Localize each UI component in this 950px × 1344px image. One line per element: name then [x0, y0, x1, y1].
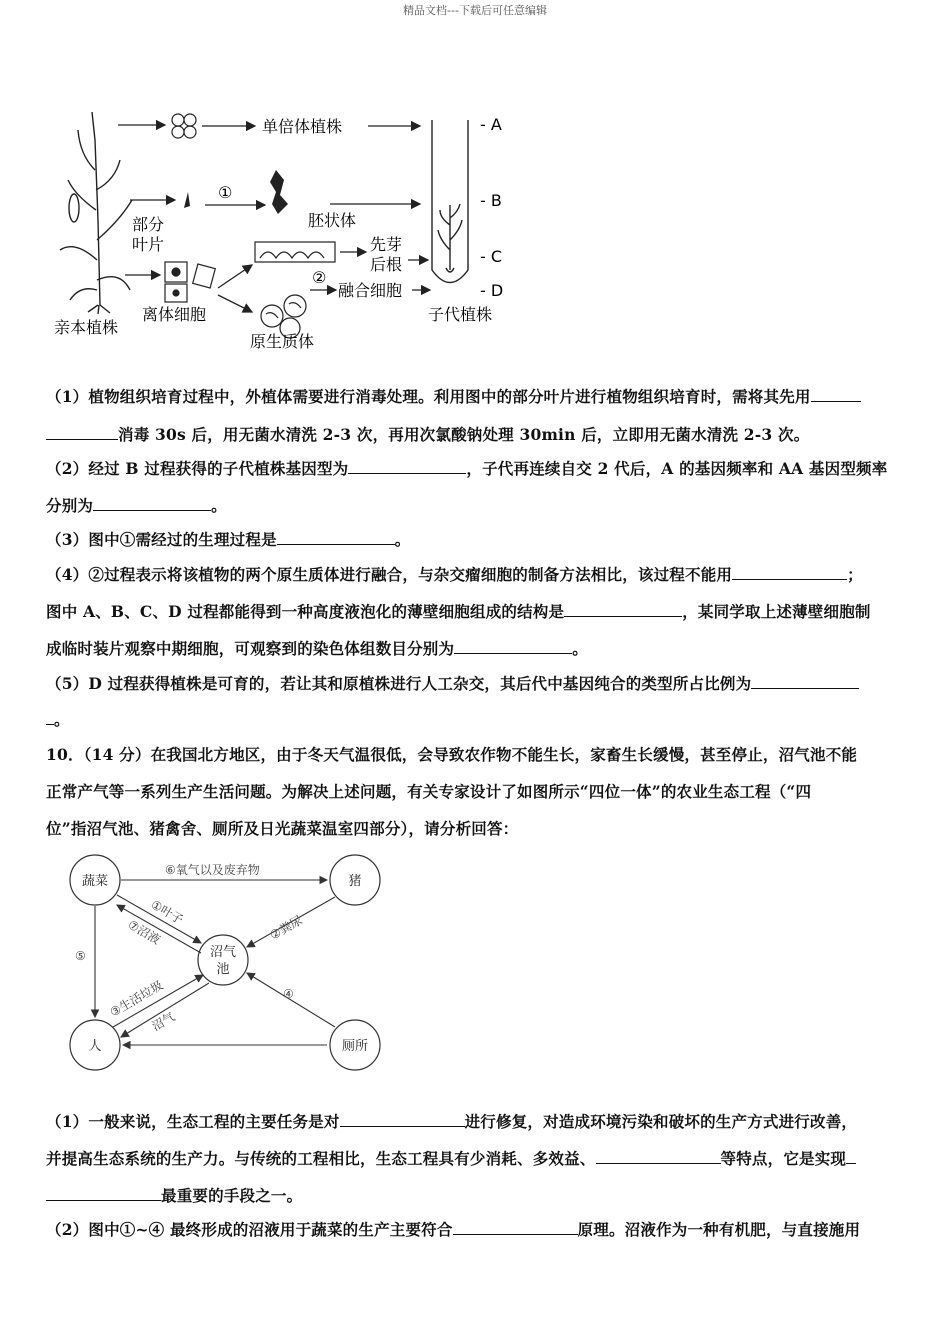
q10-line-2: 正常产气等一系列生产生活问题。为解决上述问题，有关专家设计了如图所示“四位一体”的农业生态工程（“四 — [46, 782, 812, 801]
edge-4-label: ④ — [283, 987, 294, 1001]
q9-line-6: （4）②过程表示将该植物的两个原生质体进行融合，与杂交瘤细胞的制备方法相比，该过程不能用 ； — [46, 565, 863, 584]
callus-dish-image — [255, 242, 335, 262]
pig-label: 猪 — [348, 874, 362, 889]
q9-line-5: （3）图中①需经过的生理过程是 。 — [46, 530, 411, 549]
ecosystem-diagram — [55, 845, 395, 1080]
biogas-label-2: 池 — [216, 962, 230, 977]
edge-6-label: ⑥氧气以及废弃物 — [165, 863, 260, 877]
pollen-image — [172, 114, 196, 138]
q10-sub-line-1: （1）一般来说，生态工程的主要任务是对 进行修复，对造成环境污染和破坏的生产方式进行改善， — [46, 1112, 858, 1131]
label-D: - D — [480, 281, 504, 300]
node-biogas — [198, 935, 248, 985]
q10-sub-line-4: （2）图中①~④ 最终形成的沼液用于蔬菜的生产主要符合 原理。沼液作为一种有机肥，与直接施用 — [46, 1220, 861, 1239]
person-label: 人 — [88, 1039, 102, 1054]
q9-line-10: 。 — [46, 708, 906, 730]
q10-line-1: 10．（14 分）在我国北方地区，由于冬天气温很低，会导致农作物不能生长，家畜生长缓慢，甚至停止，沼气池不能 — [46, 745, 858, 764]
edge-3-label: ③生活垃圾 — [107, 978, 166, 1020]
edge-1-label: ①叶子 — [148, 897, 186, 927]
toilet-label: 厕所 — [341, 1039, 369, 1054]
q9-line-7: 图中 A、B、C、D 过程都能得到一种高度液泡化的薄壁细胞组成的结构是 ，某同学取上述薄壁细胞制 — [46, 602, 871, 621]
q10-line-3: 位”指沼气池、猪禽舍、厕所及日光蔬菜温室四部分），请分析回答： — [46, 819, 519, 838]
step2-label: ② — [312, 268, 327, 287]
page-header: 精品文档---下载后可任意编辑 — [403, 4, 547, 17]
q9-line-2: 消毒 30s 后，用无菌水清洗 2-3 次，再用次氯酸钠处理 30min 后，立即用无菌水清洗 2-3 次。 — [46, 423, 906, 445]
embryoid-label: 胚状体 — [308, 211, 357, 230]
protoplast-label: 原生质体 — [250, 332, 315, 351]
q9-line-1: （1）植物组织培育过程中，外植体需要进行消毒处理。利用图中的部分叶片进行植物组织培育时，需将其先用 — [46, 385, 906, 407]
leaf-piece-image — [184, 192, 190, 208]
edge-7-label: ⑦沼液 — [125, 917, 163, 947]
offspring-label: 子代植株 — [428, 305, 493, 324]
shoot-first-label: 先芽 — [370, 235, 403, 254]
edge-2-label: ②粪尿 — [267, 913, 305, 943]
edge-8-label: 沼气 — [149, 1009, 178, 1034]
step1-label: ① — [218, 183, 233, 202]
label-B: - B — [480, 191, 502, 210]
q9-line-3: （2）经过 B 过程获得的子代植株基因型为 ，子代再连续自交 2 代后，A 的基因频率和 AA 基因型频率 — [46, 459, 888, 478]
q9-line-8: 成临时装片观察中期细胞，可观察到的染色体组数目分别为 。 — [46, 639, 588, 658]
partial-leaf-label: 部分 — [132, 215, 165, 234]
label-C: - C — [480, 247, 503, 266]
tissue-culture-diagram — [40, 100, 520, 360]
haploid-label: 单倍体植株 — [262, 117, 343, 136]
edge-5-label: ⑤ — [75, 949, 86, 963]
partial-leaf-label-2: 叶片 — [132, 235, 165, 254]
fused-cell-label: 融合细胞 — [338, 281, 403, 300]
veg-label: 蔬菜 — [81, 874, 109, 889]
label-A: - A — [480, 115, 502, 134]
q9-line-4: 分别为 。 — [46, 496, 227, 515]
q10-sub-line-3: 最重要的手段之一。 — [46, 1184, 906, 1206]
q9-line-9: （5）D 过程获得植株是可育的，若让其和原植株进行人工杂交，其后代中基因纯合的类型所占比例为 — [46, 672, 906, 694]
embryoid-image — [270, 170, 288, 214]
q10-sub-line-2: 并提高生态系统的生产力。与传统的工程相比，生态工程具有少消耗、多效益、 等特点，它是实现 — [46, 1147, 906, 1169]
test-tube-image — [432, 120, 468, 283]
parent-plant-image — [60, 112, 132, 314]
parent-plant-label: 亲本植株 — [54, 318, 119, 337]
root-after-label: 后根 — [370, 255, 403, 274]
biogas-label-1: 沼气 — [209, 945, 237, 960]
isolated-cells-label: 离体细胞 — [142, 305, 207, 324]
isolated-cells-image — [165, 262, 215, 302]
